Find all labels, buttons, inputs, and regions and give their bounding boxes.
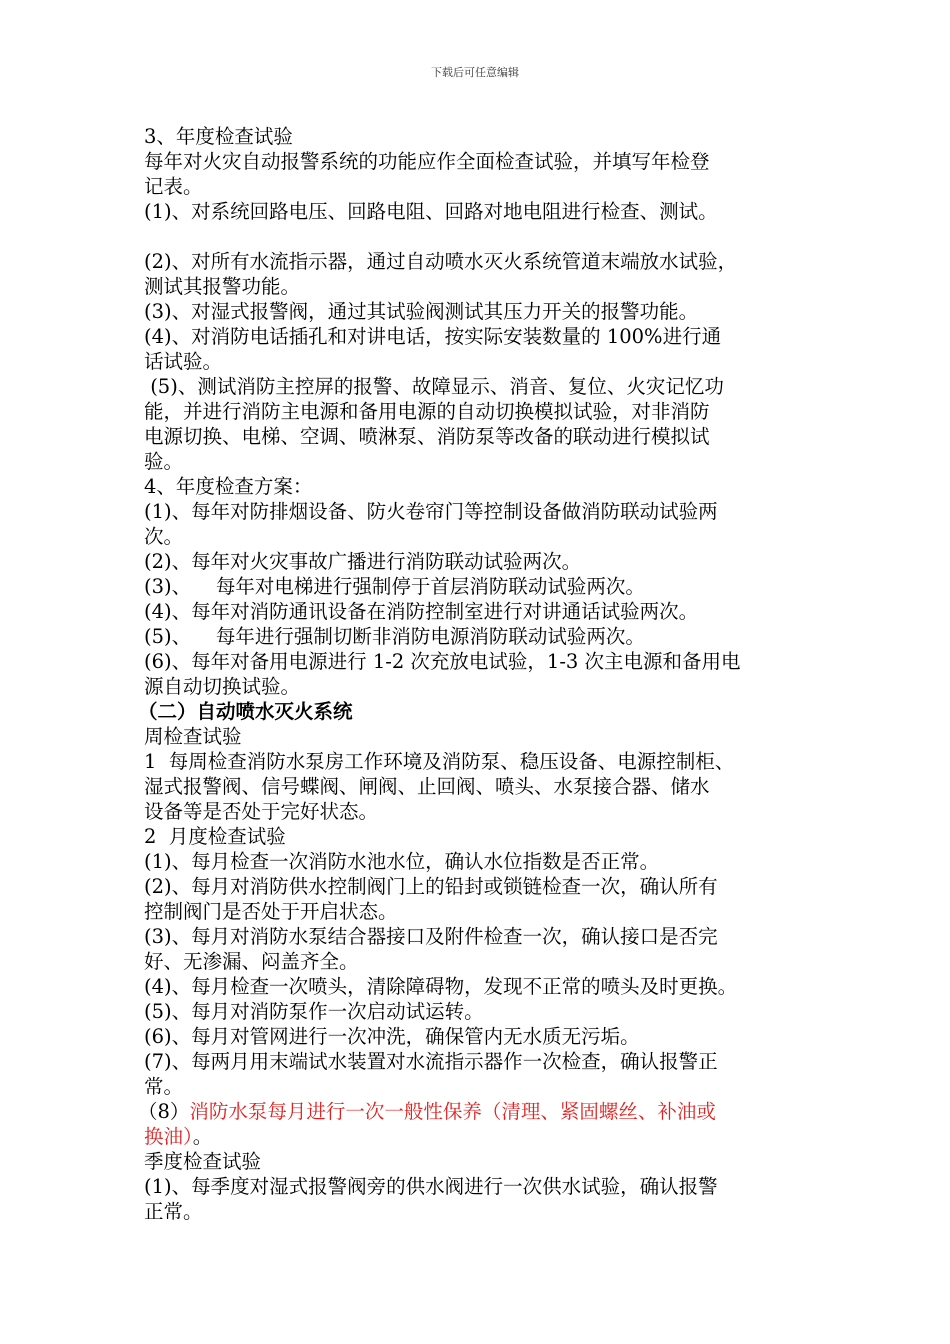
list-item-line: 正常。 (144, 1200, 203, 1223)
list-item-line: (7)、每两月用末端试水装置对水流指示器作一次检查，确认报警正 (144, 1050, 718, 1073)
paragraph-line: 记表。 (144, 175, 203, 198)
document-body (138, 124, 816, 1224)
list-item-line: (2)、对所有水流指示器，通过自动喷水灭火系统管道末端放水试验， (144, 250, 738, 273)
list-item-line: (3)、 每年对电梯进行强制停于首层消防联动试验两次。 (144, 575, 645, 598)
list-item-line: 常。 (144, 1075, 184, 1098)
list-item-line: (6)、每月对管网进行一次冲洗，确保管内无水质无污垢。 (144, 1025, 640, 1048)
list-item-line: (4)、对消防电话插孔和对讲电话，按实际安装数量的 100%进行通 (144, 325, 722, 348)
list-item-line: (5)、 每年进行强制切断非消防电源消防联动试验两次。 (144, 625, 645, 648)
list-item-line: (1)、每年对防排烟设备、防火卷帘门等控制设备做消防联动试验两 (144, 500, 718, 523)
list-item-line: (3)、对湿式报警阀，通过其试验阀测试其压力开关的报警功能。 (144, 300, 699, 323)
highlighted-list-item-line (144, 1124, 816, 1149)
highlighted-text: 消防水泵每月进行一次一般性保养（清理、紧固螺丝、补油或 (189, 1100, 716, 1123)
list-item-line: (4)、每月检查一次喷头，清除障碍物，发现不正常的喷头及时更换。 (144, 975, 738, 998)
list-item-line: (5)、每月对消防泵作一次启动试运转。 (144, 1000, 484, 1023)
list-item-line: (1)、对系统回路电压、回路电阻、回路对地电阻进行检查、测试。 (144, 200, 718, 223)
subsection-heading-quarterly: 季度检查试验 (144, 1150, 262, 1173)
list-item-line: 好、无渗漏、闷盖齐全。 (144, 950, 359, 973)
highlighted-text: 换油） (144, 1125, 193, 1148)
list-item-line: 电源切换、电梯、空调、喷淋泵、消防泵等改备的联动进行模拟试 (144, 425, 710, 448)
list-item-line: (4)、每年对消防通讯设备在消防控制室进行对讲通话试验两次。 (144, 600, 699, 623)
list-item-line: 话试验。 (144, 350, 223, 373)
list-item-line: (1)、每季度对湿式报警阀旁的供水阀进行一次供水试验，确认报警 (144, 1175, 718, 1198)
list-item-line: 验。 (144, 450, 184, 473)
list-item-line: (6)、每年对备用电源进行 1-2 次充放电试验，1-3 次主电源和备用电 (144, 650, 741, 673)
highlighted-list-item-line (138, 1099, 816, 1124)
list-item-line: 控制阀门是否处于开启状态。 (144, 900, 398, 923)
list-item-line: 源自动切换试验。 (144, 675, 301, 698)
list-item-line: 能，并进行消防主电源和备用电源的自动切换模拟试验，对非消防 (144, 400, 710, 423)
list-item-line: 测试其报警功能。 (144, 275, 301, 298)
list-item-line: 1 每周检查消防水泵房工作环境及消防泵、稳压设备、电源控制柜、 (144, 750, 735, 773)
section-heading-sprinkler-system: （二）自动喷水灭火系统 (138, 700, 353, 723)
section-heading-annual-plan: 4、年度检查方案： (144, 475, 313, 498)
header-note: 下载后可任意编辑 (431, 66, 519, 79)
subsection-heading-monthly: 2 月度检查试验 (144, 825, 286, 848)
list-item-line: (3)、每月对消防水泵结合器接口及附件检查一次，确认接口是否完 (144, 925, 718, 948)
list-item-suffix: 。 (192, 1125, 213, 1148)
list-item-line: (2)、每月对消防供水控制阀门上的铅封或锁链检查一次，确认所有 (144, 875, 718, 898)
list-item-line: (1)、每月检查一次消防水池水位，确认水位指数是否正常。 (144, 850, 660, 873)
list-item-line: 次。 (144, 525, 184, 548)
list-item-line: 湿式报警阀、信号蝶阀、闸阀、止回阀、喷头、水泵接合器、储水 (144, 775, 710, 798)
section-heading-annual-test: 3、年度检查试验 (144, 125, 293, 148)
list-item-line: (2)、每年对火灾事故广播进行消防联动试验两次。 (144, 550, 582, 573)
paragraph-line: 每年对火灾自动报警系统的功能应作全面检查试验，并填写年检登 (144, 150, 710, 173)
blank-line (144, 224, 816, 249)
list-item-line: (5)、测试消防主控屏的报警、故障显示、消音、复位、火灾记忆功 (144, 375, 724, 398)
list-item-prefix: （8） (138, 1100, 190, 1123)
list-item-line: 设备等是否处于完好状态。 (144, 800, 379, 823)
subsection-heading-weekly: 周检查试验 (144, 725, 242, 748)
